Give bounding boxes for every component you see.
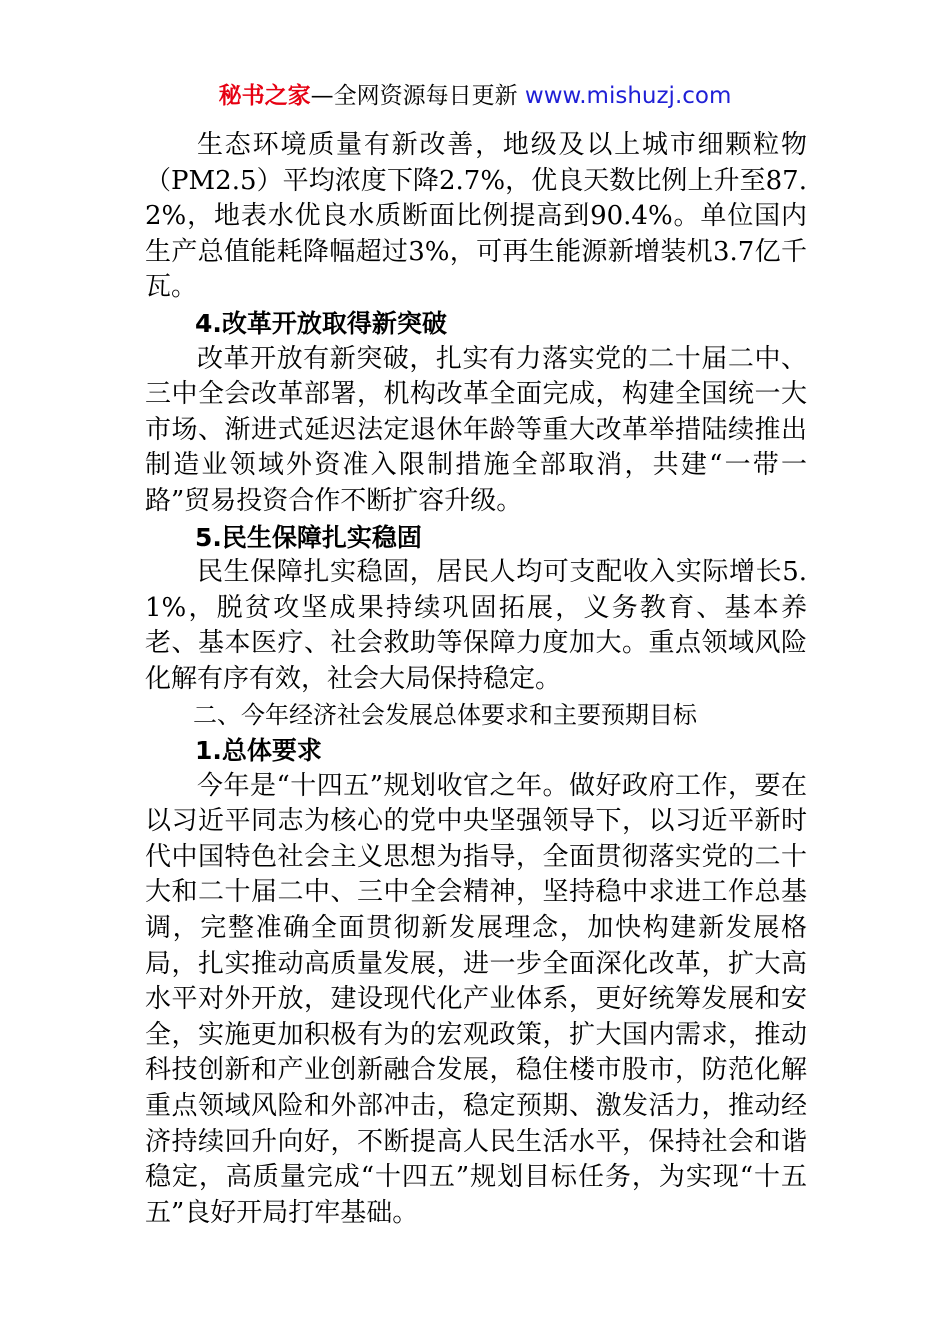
paragraph-livelihood: 民生保障扎实稳固，居民人均可支配收入实际增长5.1%，脱贫攻坚成果持续巩固拓展，义务教育、基本养老、基本医疗、社会救助等保障力度加大。重点领域风险化解有序有效，社会大局保持稳定。 bbox=[145, 557, 807, 694]
paragraph-overall-requirements: 今年是“十四五”规划收官之年。做好政府工作，要在以习近平同志为核心的党中央坚强领导下，以习近平新时代中国特色社会主义思想为指导，全面贯彻落实党的二十大和二十届二中、三中全会精神，坚持稳中求进工作总基调，完整准确全面贯彻新发展理念，加快构建新发展格局，扎实推动高质量发展，进一步全面深化改革，扩大高水平对外开放，建设现代化产业体系，更好统筹发展和安全，实施更加积极有为的宏观政策，扩大国内需求，推动科技创新和产业创新融合发展，稳住楼市股市，防范化解重点领域风险和外部冲击，稳定预期、激发活力，推动经济持续回升向好，不断提高人民生活水平，保持社会和谐稳定，高质量完成“十四五”规划目标任务，为实现“十五五”良好开局打牢基础。 bbox=[145, 770, 807, 1228]
site-header bbox=[0, 80, 950, 112]
paragraph-ecology: 生态环境质量有新改善，地级及以上城市细颗粒物（PM2.5）平均浓度下降2.7%，优良天数比例上升至87.2%，地表水优良水质断面比例提高到90.4%。单位国内生产总值能耗降幅超过3%，可再生能源新增装机3.7亿千瓦。 bbox=[145, 130, 807, 303]
site-brand: 秘书之家 bbox=[218, 83, 311, 109]
section-title-goals: 二、今年经济社会发展总体要求和主要预期目标 bbox=[193, 700, 697, 729]
document-body bbox=[145, 128, 807, 1231]
heading-livelihood: 5.民生保障扎实稳固 bbox=[195, 522, 422, 552]
heading-reform-opening: 4.改革开放取得新突破 bbox=[195, 308, 447, 338]
site-url[interactable]: www.mishuzj.com bbox=[524, 83, 732, 109]
paragraph-reform-opening: 改革开放有新突破，扎实有力落实党的二十届二中、三中全会改革部署，机构改革全面完成，构建全国统一大市场、渐进式延迟法定退休年龄等重大改革举措陆续推出制造业领域外资准入限制措施全部取消，共建“一带一路”贸易投资合作不断扩容升级。 bbox=[145, 343, 807, 516]
site-tagline: —全网资源每日更新 bbox=[310, 83, 518, 109]
heading-overall-requirements: 1.总体要求 bbox=[195, 736, 322, 766]
